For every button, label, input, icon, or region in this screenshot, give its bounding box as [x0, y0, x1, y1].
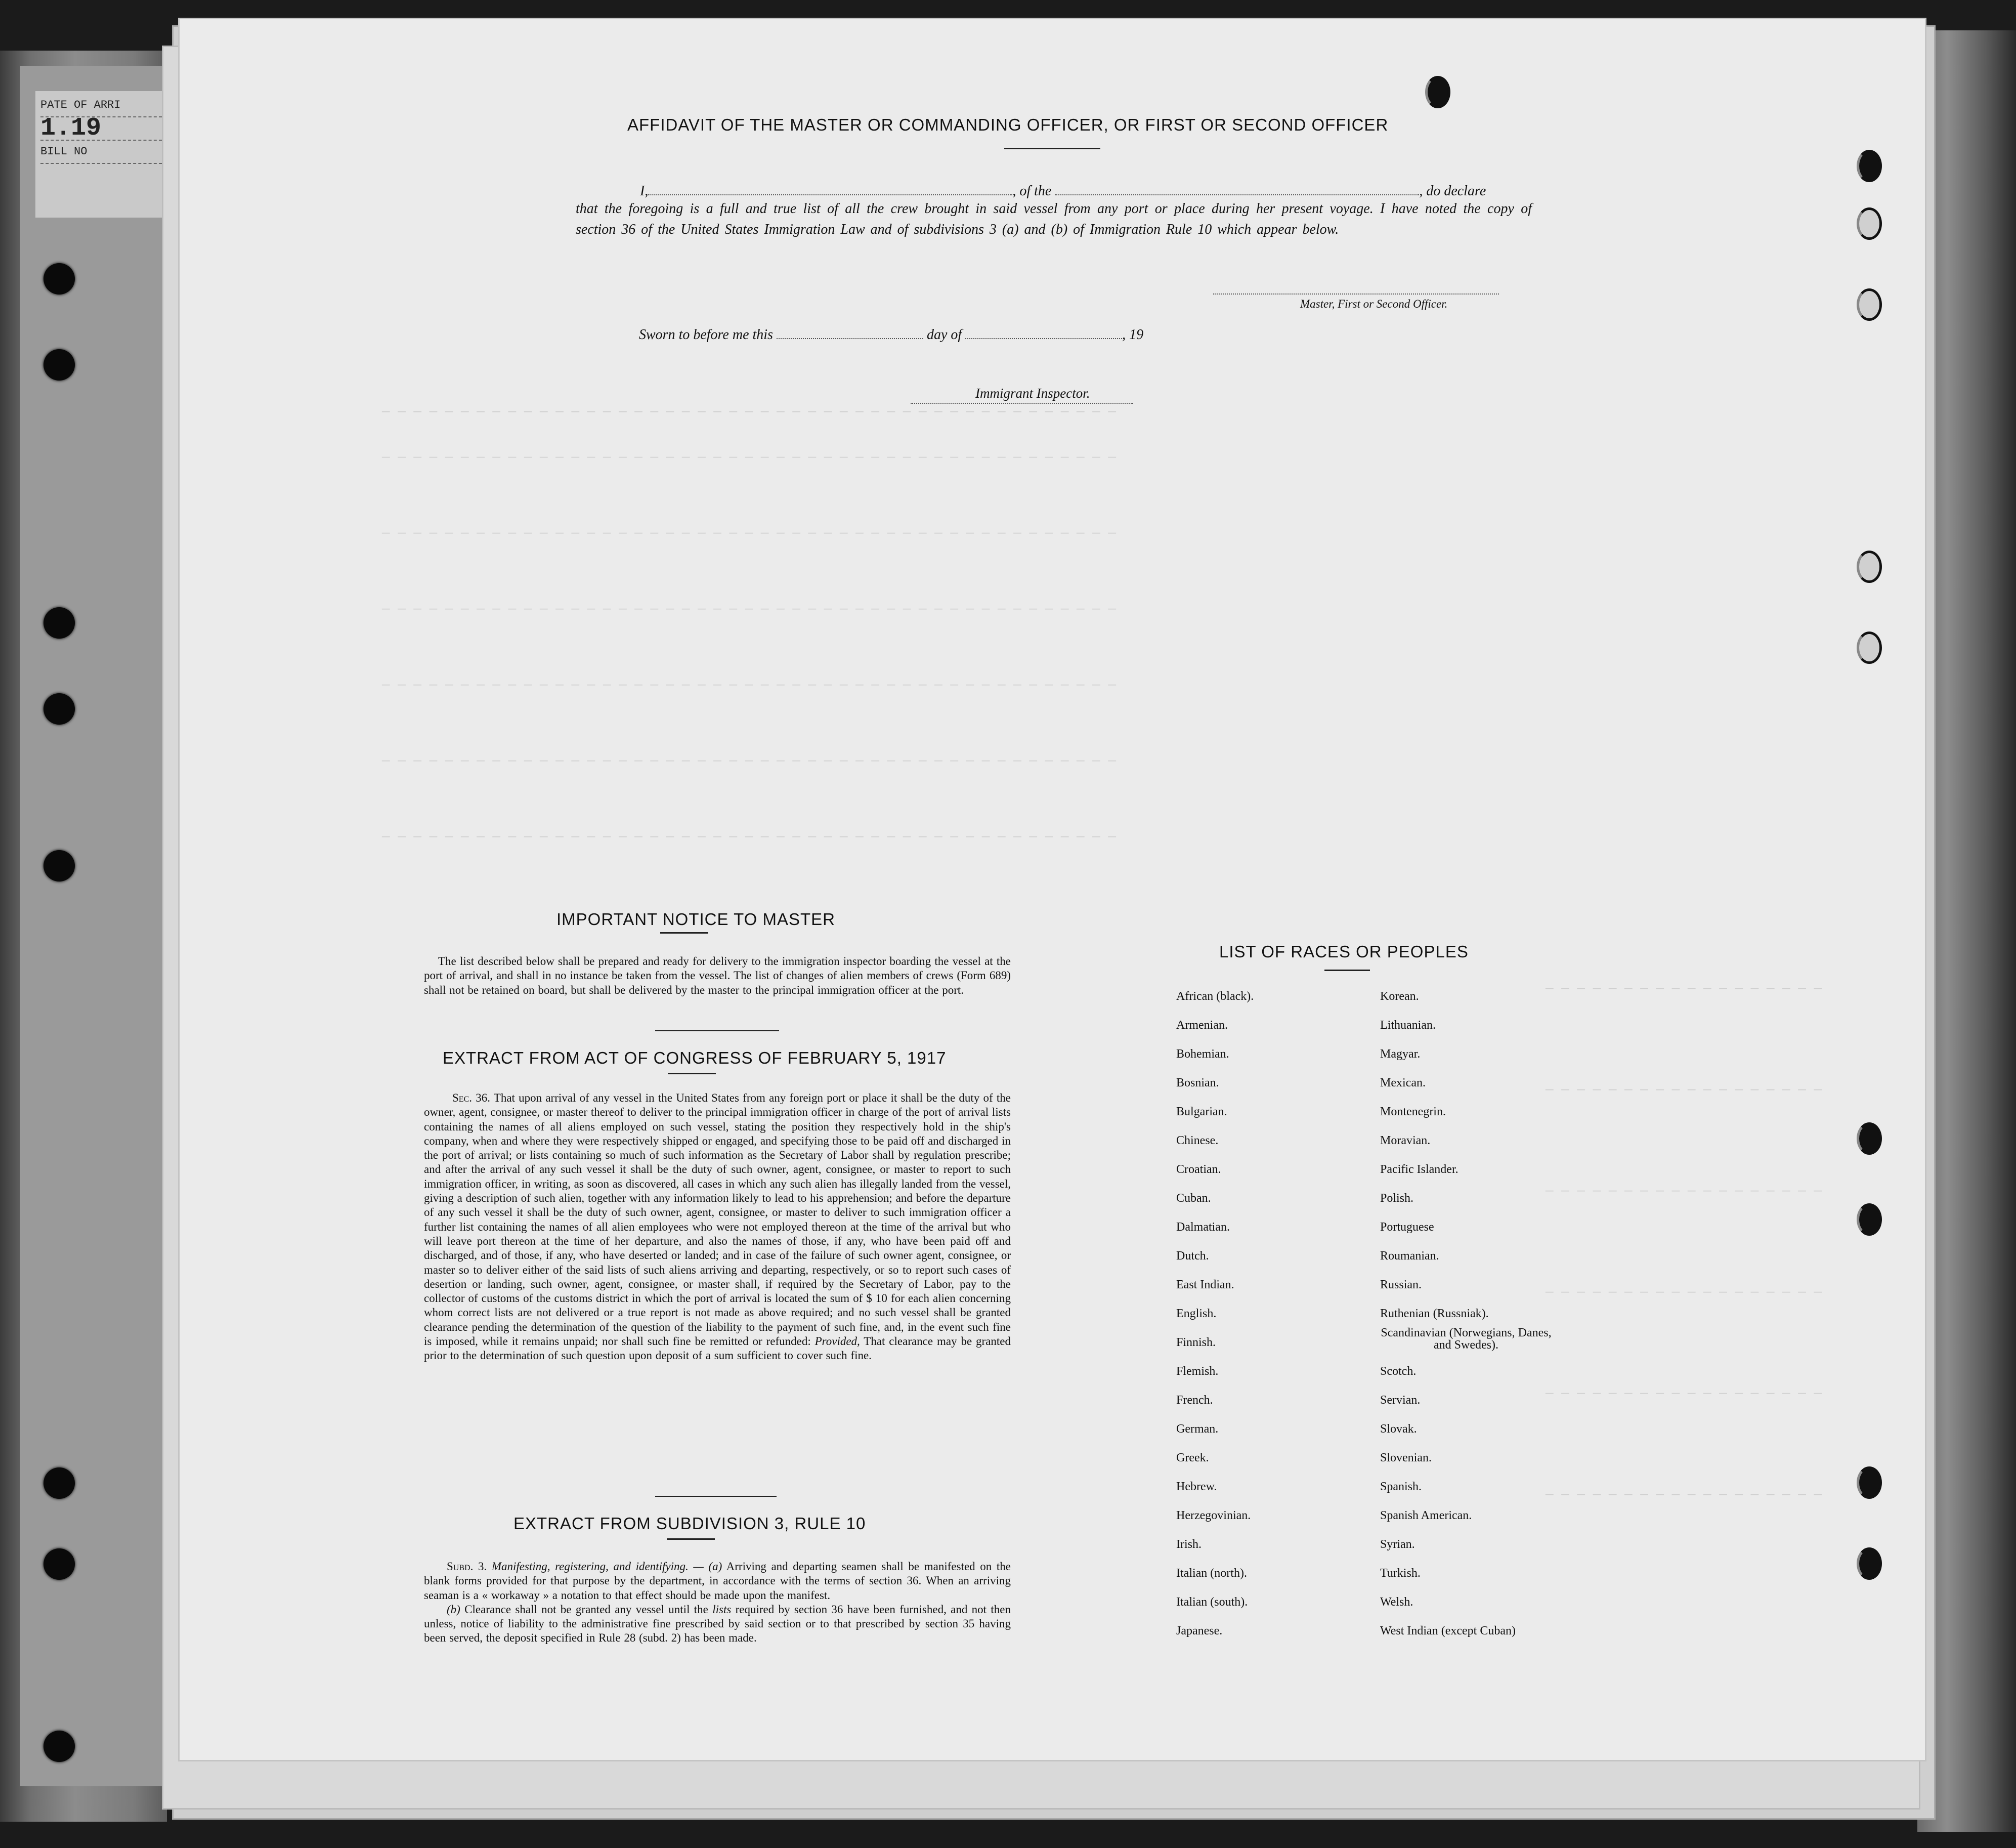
rule-extract-title: EXTRACT FROM SUBDIVISION 3, RULE 10	[513, 1514, 866, 1533]
races-title: LIST OF RACES OR PEOPLES	[1219, 942, 1469, 961]
binder-tab-number: 1.19	[40, 117, 162, 141]
race-item: East Indian.	[1176, 1278, 1234, 1291]
binder-label-tab	[35, 91, 167, 218]
sworn-month-blank[interactable]	[965, 323, 1122, 339]
race-item: Portuguese	[1380, 1221, 1434, 1234]
rule-paragraph-b	[424, 1603, 1011, 1646]
races-title-underline	[1324, 970, 1370, 971]
sworn-line	[639, 323, 1143, 343]
affidavit-i-label: I,	[640, 183, 649, 199]
binder-tab-line: PATE OF ARRI	[40, 94, 162, 117]
bleed-through-text: — — — — — — — — — — — — — — — — — — — — — — — — — — — — — — — — — — — — — — — — — — — — — — —	[382, 404, 1117, 419]
binder-hole	[44, 1548, 75, 1580]
race-item: Bohemian.	[1176, 1047, 1229, 1061]
sheet-punch-hole	[1857, 288, 1882, 321]
race-item: Finnish.	[1176, 1336, 1216, 1349]
binder-hole	[44, 1731, 75, 1762]
binder-edge	[20, 66, 164, 1786]
race-item: Herzegovinian.	[1176, 1509, 1251, 1522]
race-item: Scotch.	[1380, 1365, 1417, 1378]
race-item: West Indian (except Cuban)	[1380, 1624, 1516, 1637]
notice-title-underline	[660, 932, 708, 934]
act-text-a: That upon arrival of any vessel in the United States from any foreign port or place it shall be the duty of the owner, agent, consignee, or master thereof to deliver to the principal immigration officer in charge of the port of arrival lists containing the names of all aliens employed on such vessel, stating the position they respectively hold in the ship's company, when and where they were respectively shipped or engaged, and specifying those to be paid off and discharged in the port of arrival; or lists containing so much of such information as the Secretary of Labor shall by regulation prescribe; and after the arrival of any such vessel it shall be the duty of such owner, agent, consignee, or master to report to such immigration officer, in writing, as soon as discovered, all cases in which any such alien has illegally landed from the vessel, giving a description of such alien, together with any information likely to lead to his apprehension; and before the departure of any such vessel it shall be the duty of such owner, agent, consignee, or master to deliver to such immigration officer a further list containing the names of all alien employees who were not employed thereon at the time of the arrival but who will leave port thereon at the time of her departure, and also the names of those, if any, who have been paid off and discharged, and of those, if any, who have deserted or landed; and in case of the failure of such owner agent, consignee, or master so to deliver either of the said lists of such aliens arriving and departing, respectively, or so to report such cases of desertion or landing, such owner, agent, consignee, or master shall, if required by the Secretary of Labor, pay to the collector of customs of the customs district in which the port of arrival is located the sum of $ 10 for each alien concerning whom correct lists are not delivered or a true report is not made as above required; and no such vessel shall be granted clearance pending the determination of the question of the liability to the payment of such fine, and, in the event such fine is imposed, while it remains unpaid; nor shall such fine be remitted or refunded:	[424, 1091, 1011, 1348]
act-extract-text	[424, 1091, 1011, 1363]
race-item: Montenegrin.	[1380, 1105, 1446, 1118]
race-item: Cuban.	[1176, 1192, 1211, 1205]
race-item: Bosnian.	[1176, 1076, 1219, 1089]
bleed-through-text: — — — — — — — — — — — — — — — — — —	[1546, 981, 1822, 996]
bleed-through-text: — — — — — — — — — — — — — — — — — — — — — — — — — — — — — — — — — — — — — — — — — — — — — — —	[382, 601, 1117, 616]
bleed-through-text: — — — — — — — — — — — — — — — — — — — — — — — — — — — — — — — — — — — — — — — — — — — — — — —	[382, 525, 1117, 540]
rule-text-b2: required by section 36 have been furnished, and not then unless, notice of liability to the administrative fine prescribed by said section or to that prescribed by section 35 having been served, the deposit specified in Rule 28 (subd. 2) has been made.	[424, 1603, 1011, 1645]
race-item: English.	[1176, 1307, 1217, 1320]
race-item: Armenian.	[1176, 1019, 1228, 1032]
vessel-blank[interactable]	[1055, 179, 1419, 195]
binder-hole	[44, 1467, 75, 1499]
race-item: Syrian.	[1380, 1538, 1415, 1551]
race-item: Spanish American.	[1380, 1509, 1472, 1522]
act-paragraph	[424, 1091, 1011, 1363]
sheet-punch-hole	[1857, 632, 1882, 664]
race-item: Russian.	[1380, 1278, 1422, 1291]
act-extract-title: EXTRACT FROM ACT OF CONGRESS OF FEBRUARY 5, 1917	[443, 1048, 947, 1067]
act-provided: Provided,	[814, 1335, 860, 1348]
act-title-underline	[668, 1073, 716, 1074]
sworn-day-blank[interactable]	[777, 323, 923, 339]
binder-hole	[44, 349, 75, 381]
race-item: Bulgarian.	[1176, 1105, 1227, 1118]
binder-hole	[44, 693, 75, 725]
race-item: German.	[1176, 1422, 1219, 1436]
rule-subd-label: Subd. 3.	[447, 1560, 487, 1573]
race-item: Ruthenian (Russniak).	[1380, 1307, 1489, 1320]
sheet-punch-hole	[1857, 551, 1882, 583]
bleed-through-text: — — — — — — — — — — — — — — — — — — — — — — — — — — — — — — — — — — — — — — — — — — — — — — —	[382, 829, 1117, 844]
race-item: Magyar.	[1380, 1047, 1421, 1061]
inspector-signature-line[interactable]	[911, 403, 1133, 404]
race-item: Flemish.	[1176, 1365, 1219, 1378]
bleed-through-text: — — — — — — — — — — — — — — — — — — — — — — — — — — — — — — — — — — — — — — — — — — — — — — —	[382, 753, 1117, 768]
race-item: Italian (north).	[1176, 1567, 1247, 1580]
race-item: Irish.	[1176, 1538, 1202, 1551]
sworn-year: , 19	[1122, 327, 1144, 343]
rule-extract-text	[424, 1560, 1011, 1646]
rule-paragraph-a	[424, 1560, 1011, 1603]
race-item: Polish.	[1380, 1192, 1414, 1205]
sheet-punch-hole	[1857, 150, 1882, 182]
binder-hole	[44, 850, 75, 881]
bleed-through-text: — — — — — — — — — — — — — — — — — —	[1546, 1082, 1822, 1097]
race-item: Italian (south).	[1176, 1595, 1248, 1609]
bleed-through-text: — — — — — — — — — — — — — — — — — —	[1546, 1385, 1822, 1401]
race-item: Dalmatian.	[1176, 1221, 1230, 1234]
bleed-through-text: — — — — — — — — — — — — — — — — — —	[1546, 1487, 1822, 1502]
notice-text	[424, 954, 1011, 997]
sheet-punch-hole	[1857, 1203, 1882, 1236]
binder-tab-line: BILL NO	[40, 141, 162, 164]
sheet-punch-hole	[1857, 1547, 1882, 1580]
race-item: Turkish.	[1380, 1567, 1421, 1580]
sheet-punch-hole	[1425, 76, 1450, 108]
form-page	[180, 19, 1925, 1760]
race-item: Pacific Islander.	[1380, 1163, 1459, 1176]
signature-line[interactable]	[1213, 293, 1499, 295]
rule-text-b1: Clearance shall not be granted any vessel until the	[464, 1603, 708, 1616]
race-item: Mexican.	[1380, 1076, 1426, 1089]
act-section-label: Sec. 36.	[452, 1091, 490, 1104]
race-item: French.	[1176, 1394, 1213, 1407]
rule-lists-word: lists	[712, 1603, 732, 1616]
race-item: African (black).	[1176, 990, 1254, 1003]
race-item: Slovak.	[1380, 1422, 1417, 1436]
signature-caption: Master, First or Second Officer.	[1300, 298, 1448, 310]
race-item: Dutch.	[1176, 1249, 1209, 1263]
notice-title: IMPORTANT NOTICE TO MASTER	[556, 910, 836, 929]
race-item: Scandinavian (Norwegians, Danes, and Swedes).	[1381, 1326, 1552, 1352]
bleed-through-text: — — — — — — — — — — — — — — — — — —	[1546, 1183, 1822, 1198]
rule-title-underline	[667, 1538, 715, 1540]
name-blank[interactable]	[648, 179, 1012, 195]
affidavit-declare-label: , do declare	[1419, 183, 1486, 199]
race-item: Spanish.	[1380, 1480, 1422, 1493]
sheet-punch-hole	[1857, 1122, 1882, 1155]
race-item: Greek.	[1176, 1451, 1209, 1464]
bleed-through-text: — — — — — — — — — — — — — — — — — — — — — — — — — — — — — — — — — — — — — — — — — — — — — — —	[382, 677, 1117, 692]
rule-text-a: Arriving and departing seamen shall be manifested on the blank forms provided for that purpose by the department, in accordance with the terms of section 36. When an arriving seaman is a « workaway » a notation to that effect should be made upon the manifest.	[424, 1560, 1011, 1602]
race-item: Roumanian.	[1380, 1249, 1439, 1263]
race-item: Chinese.	[1176, 1134, 1219, 1147]
race-item: Slovenian.	[1380, 1451, 1432, 1464]
race-item: Welsh.	[1380, 1595, 1413, 1609]
sworn-day-of: day of	[926, 327, 962, 343]
sheet-punch-hole	[1857, 207, 1882, 240]
race-item: Hebrew.	[1176, 1480, 1217, 1493]
binder-hole	[44, 263, 75, 295]
act-text-b: That clearance may be granted prior to the determination of such question upon deposit of a sum sufficient to cover such fine.	[424, 1335, 1011, 1362]
title-underline	[1004, 148, 1100, 149]
affidavit-declarant-line	[640, 179, 1486, 199]
rule-subd-heading: Manifesting, registering, and identifying. — (a)	[491, 1560, 722, 1573]
sworn-prefix: Sworn to before me this	[639, 327, 773, 343]
notice-paragraph: The list described below shall be prepared and ready for delivery to the immigration inspector boarding the vessel at the port of arrival, and shall in no instance be taken from the vessel. The list of changes of alien members of crews (Form 689) shall not be retained on board, but shall be delivered by the master to the principal immigration officer at the port.	[424, 955, 1011, 996]
race-item: Lithuanian.	[1380, 1019, 1436, 1032]
section-divider	[655, 1030, 779, 1031]
binder-hole	[44, 607, 75, 639]
affidavit-of-the-label: , of the	[1012, 183, 1052, 199]
race-item: Japanese.	[1176, 1624, 1223, 1637]
affidavit-title: AFFIDAVIT OF THE MASTER OR COMMANDING OFFICER, OR FIRST OR SECOND OFFICER	[627, 115, 1389, 134]
inspector-caption: Immigrant Inspector.	[975, 386, 1090, 401]
race-item: Korean.	[1380, 990, 1419, 1003]
race-item: Moravian.	[1380, 1134, 1431, 1147]
race-item: Croatian.	[1176, 1163, 1221, 1176]
affidavit-body: that the foregoing is a full and true list of all the crew brought in said vessel from any port or place during her present voyage. I have noted the copy of section 36 of the United States Immigration Law and of subdivisions 3 (a) and (b) of Immigration Rule 10 which appear below.	[576, 201, 1532, 237]
sheet-punch-hole	[1857, 1466, 1882, 1499]
section-divider	[655, 1496, 777, 1497]
bleed-through-text: — — — — — — — — — — — — — — — — — —	[1546, 1284, 1822, 1299]
race-item: Servian.	[1380, 1394, 1421, 1407]
rule-b-label: (b)	[447, 1603, 460, 1616]
bleed-through-text: — — — — — — — — — — — — — — — — — — — — — — — — — — — — — — — — — — — — — — — — — — — — — — —	[382, 449, 1117, 465]
